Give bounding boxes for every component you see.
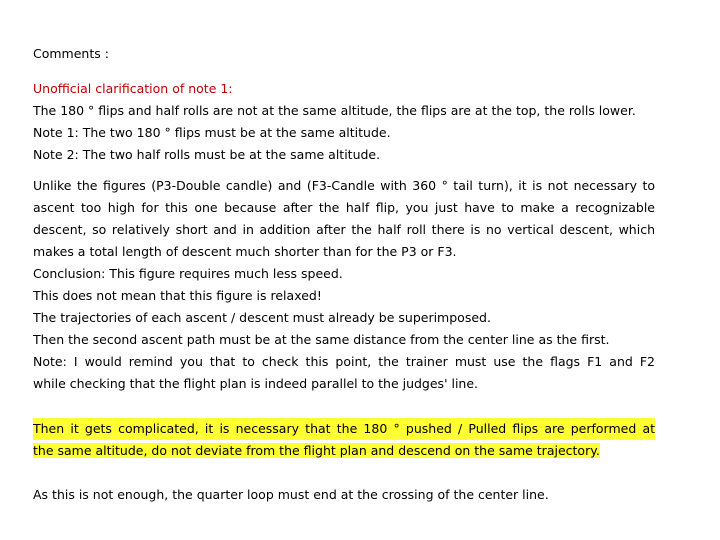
closing-line: As this is not enough, the quarter loop must end at the crossing of the center line. <box>33 487 549 502</box>
highlighted-paragraph <box>33 418 655 462</box>
body-line: Conclusion: This figure requires much less speed. <box>33 266 343 281</box>
highlighted-line: the same altitude, do not deviate from the flight plan and descend on the same trajectory. <box>33 443 600 458</box>
note-title: Unofficial clarification of note 1: <box>33 81 233 96</box>
body-line: makes a total length of descent much shorter than for the P3 or F3. <box>33 244 457 259</box>
highlighted-line: Then it gets complicated, it is necessary that the 180 ° pushed / Pulled flips are performed at <box>33 418 655 440</box>
body-line: Then the second ascent path must be at the same distance from the center line as the first. <box>33 332 610 347</box>
comments-heading: Comments : <box>33 46 109 61</box>
body-line: Unlike the figures (P3-Double candle) and (F3-Candle with 360 ° tail turn), it is not necessary to <box>33 178 655 193</box>
closing-paragraph <box>33 484 655 506</box>
body-line: Note: I would remind you that to check this point, the trainer must use the flags F1 and F2 <box>33 354 655 369</box>
body-line: while checking that the flight plan is indeed parallel to the judges' line. <box>33 376 479 391</box>
body-line: The trajectories of each ascent / descent must already be superimposed. <box>33 310 491 325</box>
body-paragraph <box>33 175 655 395</box>
note-line: The 180 ° flips and half rolls are not at the same altitude, the flips are at the top, the rolls lower. <box>33 103 636 118</box>
body-line: ascent too high for this one because after the half flip, you just have to make a recognizable <box>33 200 655 215</box>
note-line: Note 2: The two half rolls must be at the same altitude. <box>33 147 381 162</box>
note-line: Note 1: The two 180 ° flips must be at the same altitude. <box>33 125 391 140</box>
note-block <box>33 78 655 166</box>
body-line: descent, so relatively short and in addition after the half roll there is no vertical descent, which <box>33 222 655 237</box>
body-line: This does not mean that this figure is relaxed! <box>33 288 322 303</box>
